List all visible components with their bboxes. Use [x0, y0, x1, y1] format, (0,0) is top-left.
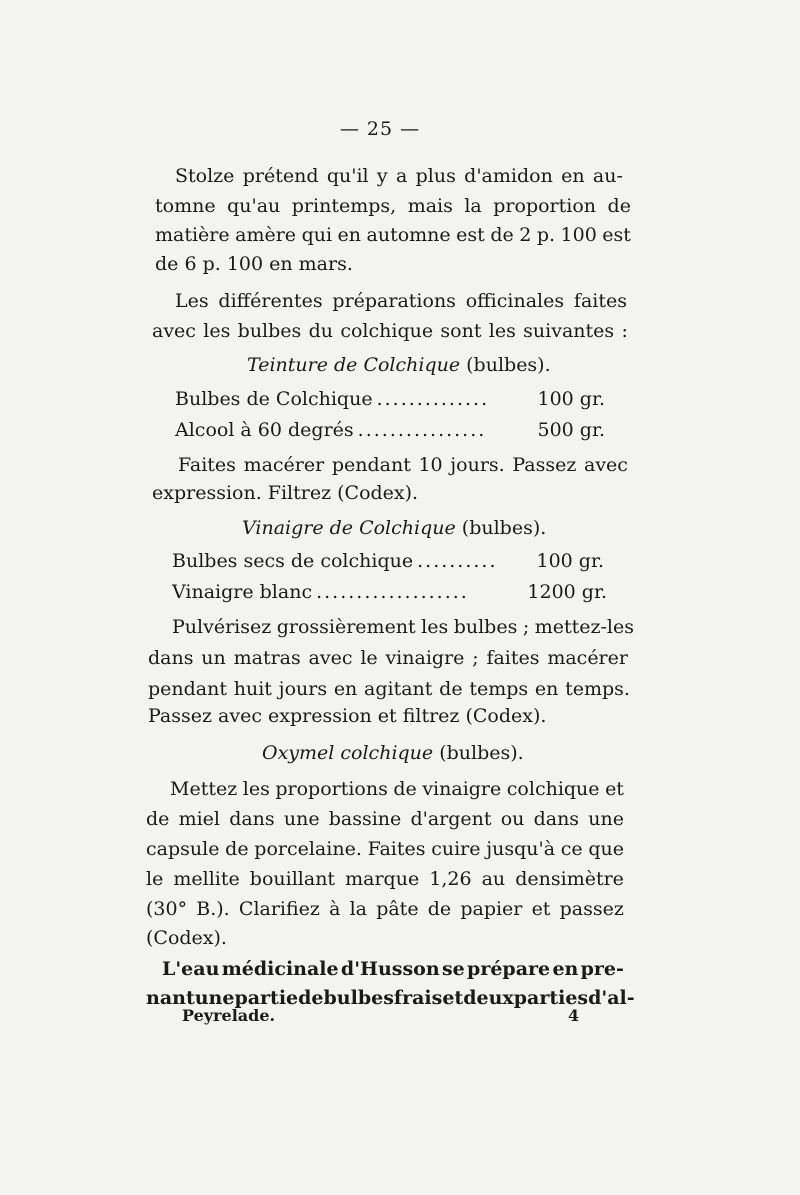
word: agitant [364, 678, 433, 700]
word: prétend [242, 165, 319, 187]
word: médicinale [221, 958, 339, 980]
word: un [201, 647, 226, 669]
word: d'amidon [464, 165, 553, 187]
text-line [148, 645, 628, 671]
word: bulbes [323, 987, 394, 1009]
word: B.). [196, 898, 230, 920]
word: les [242, 778, 270, 800]
recipe-title-suffix: (bulbes). [439, 742, 524, 764]
word: au- [592, 165, 623, 187]
word: est [456, 224, 485, 246]
word: 2 [519, 224, 532, 246]
recipe-title-italic: Vinaigre de Colchique [242, 517, 456, 539]
word: les [488, 320, 516, 342]
ingredient-name: Bulbes secs de colchique [172, 550, 414, 572]
word: macérer [547, 647, 628, 669]
text-line [170, 776, 624, 802]
word: ; [522, 616, 530, 638]
word: p. [536, 224, 556, 246]
word: vinaigre [385, 647, 465, 669]
ingredient-quantity: 1200 gr. [527, 581, 607, 603]
word: bouillant [249, 868, 336, 890]
word: (30° [146, 898, 188, 920]
text-line [148, 676, 630, 702]
recipe-item [172, 579, 607, 605]
word: plus [415, 165, 456, 187]
word: d'al- [588, 987, 635, 1009]
word: jusqu'à [486, 838, 556, 860]
word: est [602, 224, 631, 246]
word: 10 [418, 454, 443, 476]
footer-author: Peyrelade. [182, 1006, 276, 1025]
ingredient-quantity: 100 gr. [536, 550, 604, 572]
word: Passez [512, 454, 577, 476]
word: du [308, 320, 334, 342]
ingredient-quantity: 100 gr. [537, 388, 605, 410]
word: de [427, 898, 452, 920]
word: se [441, 958, 465, 980]
word: temps. [565, 678, 630, 700]
word: partie [234, 987, 299, 1009]
word: au [481, 868, 506, 890]
word: colchique [340, 320, 434, 342]
recipe-title [247, 352, 551, 378]
text-line [155, 193, 631, 219]
text-line [178, 452, 628, 478]
word: Faites [367, 838, 426, 860]
word: nant [146, 987, 195, 1009]
word: a [395, 165, 408, 187]
word: et [605, 778, 624, 800]
word: cuire [431, 838, 481, 860]
word: y [376, 165, 388, 187]
word: à [329, 898, 341, 920]
word: ; [472, 647, 479, 669]
word: avec [152, 320, 196, 342]
word: le [360, 647, 378, 669]
word: Stolze [175, 165, 235, 187]
word: de [393, 778, 417, 800]
word: marque [345, 868, 420, 890]
word: en [534, 678, 559, 700]
word: macérer [243, 454, 325, 476]
signature-mark: 4 [568, 1006, 580, 1025]
word: une [194, 987, 235, 1009]
word: frais [393, 987, 443, 1009]
word: d'argent [410, 808, 492, 830]
word: proportions [275, 778, 388, 800]
text-line [162, 956, 624, 982]
word: le [146, 868, 164, 890]
leader-dots: .......... [417, 550, 498, 572]
word: temps [469, 678, 529, 700]
word: Clarifiez [238, 898, 320, 920]
word: matière [155, 224, 230, 246]
word: tomne [155, 195, 216, 217]
word: et [442, 987, 464, 1009]
word: la [464, 195, 482, 217]
recipe-title-italic: Oxymel colchique [262, 742, 434, 764]
word: matras [233, 647, 301, 669]
word: les [203, 320, 231, 342]
recipe-title-italic: Teinture de Colchique [247, 354, 461, 376]
text-line [146, 806, 624, 832]
word: pâte [376, 898, 419, 920]
word: dans [148, 647, 194, 669]
word: Les [175, 290, 209, 312]
word: ce [560, 838, 583, 860]
word: faites [573, 290, 627, 312]
word: officinales [465, 290, 565, 312]
text-line: (Codex). [146, 927, 227, 949]
word: qui [301, 224, 333, 246]
text-line [152, 318, 628, 344]
word: de [490, 224, 514, 246]
word: dans [229, 808, 275, 830]
recipe-title [242, 515, 546, 541]
word: mellite [173, 868, 240, 890]
word: suivantes [523, 320, 615, 342]
word: : [621, 320, 628, 342]
word: la [349, 898, 368, 920]
word: bassine [328, 808, 402, 830]
word: mettez-les [534, 616, 634, 638]
word: L'eau [162, 958, 220, 980]
text-line [146, 896, 624, 922]
word: faites [486, 647, 540, 669]
recipe-title-suffix: (bulbes). [461, 517, 547, 539]
word: jours. [450, 454, 505, 476]
word: vinaigre [422, 778, 502, 800]
word: de [146, 808, 170, 830]
text-line [146, 866, 624, 892]
word: de [439, 678, 463, 700]
page-number: — 25 — [339, 118, 421, 140]
text-line: expression. Filtrez (Codex). [152, 482, 419, 504]
word: bulbes [453, 616, 518, 638]
text-line: de 6 p. 100 en mars. [155, 253, 353, 275]
word: densimètre [515, 868, 624, 890]
word: passez [559, 898, 624, 920]
word: jours [278, 678, 328, 700]
word: porcelaine. [254, 838, 362, 860]
word: différentes [218, 290, 323, 312]
word: mais [407, 195, 453, 217]
word: de [607, 195, 631, 217]
word: préparations [332, 290, 456, 312]
text-line [175, 288, 627, 314]
recipe-item [175, 417, 605, 443]
word: dans [533, 808, 580, 830]
word: parties [513, 987, 589, 1009]
word: en [552, 958, 579, 980]
word: Pulvérisez [172, 616, 272, 638]
word: de [225, 838, 249, 860]
word: Mettez [170, 778, 238, 800]
word: pendant [148, 678, 228, 700]
recipe-title-suffix: (bulbes). [466, 354, 551, 376]
word: papier [460, 898, 523, 920]
text-line [146, 836, 624, 862]
ingredient-quantity: 500 gr. [537, 419, 605, 441]
word: pre- [580, 958, 624, 980]
text-line [175, 163, 623, 189]
word: proportion [493, 195, 597, 217]
word: en [333, 678, 358, 700]
ingredient-name: Bulbes de Colchique [175, 388, 373, 410]
word: deux [463, 987, 514, 1009]
word: ou [500, 808, 525, 830]
word: avec [584, 454, 628, 476]
ingredient-name: Alcool à 60 degrés [175, 419, 354, 441]
word: 1,26 [429, 868, 472, 890]
word: Faites [178, 454, 236, 476]
word: de [298, 987, 324, 1009]
word: avec [308, 647, 353, 669]
leader-dots: ................ [357, 419, 487, 441]
word: grossièrement [276, 616, 416, 638]
word: printemps, [291, 195, 397, 217]
word: en [337, 224, 362, 246]
word: que [588, 838, 624, 860]
recipe-title [262, 740, 524, 766]
word: capsule [146, 838, 220, 860]
word: pendant [331, 454, 411, 476]
word: d'Husson [340, 958, 440, 980]
word: une [588, 808, 624, 830]
word: 100 [560, 224, 597, 246]
recipe-item [172, 548, 604, 574]
word: automne [366, 224, 451, 246]
ingredient-name: Vinaigre blanc [172, 581, 313, 603]
word: huit [233, 678, 272, 700]
word: qu'au [227, 195, 281, 217]
word: une [283, 808, 320, 830]
text-line: Passez avec expression et filtrez (Codex). [148, 705, 547, 727]
word: en [561, 165, 585, 187]
word: qu'il [326, 165, 369, 187]
word: prépare [467, 958, 551, 980]
word: amère [235, 224, 297, 246]
word: sont [440, 320, 482, 342]
recipe-item [175, 386, 605, 412]
text-line [155, 222, 631, 248]
word: et [531, 898, 551, 920]
word: les [421, 616, 449, 638]
leader-dots: .............. [376, 388, 490, 410]
leader-dots: ................... [316, 581, 469, 603]
word: colchique [506, 778, 600, 800]
text-line [172, 614, 634, 640]
word: miel [178, 808, 221, 830]
word: bulbes [237, 320, 302, 342]
